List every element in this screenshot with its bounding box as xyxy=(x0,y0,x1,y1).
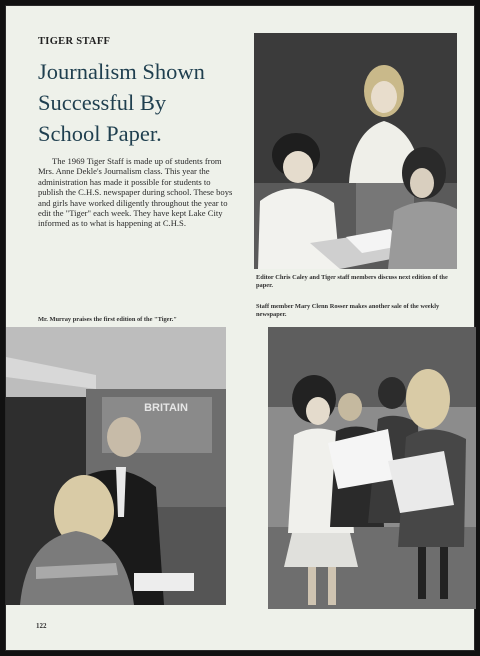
staff-discussion-photo xyxy=(254,33,457,269)
headline-line-2: Successful By xyxy=(38,90,167,115)
headline xyxy=(38,56,248,149)
newspaper-sale-photo xyxy=(268,327,476,609)
section-label: TIGER STAFF xyxy=(38,36,111,47)
newspaper-sale-caption: Staff member Mary Clenn Rosser makes another sale of the weekly newspaper. xyxy=(256,303,440,318)
article-body: The 1969 Tiger Staff is made up of students from Mrs. Anne Dekle's Journalism class. This year the administration has made it possible for students to publish the C.H.S. newspaper during school. These boys and girls have worked diligently throughout the year to edit the "Tiger" each week. They have kept Lake City informed as to what is happening at C.H.S. xyxy=(38,156,233,229)
yearbook-page xyxy=(5,5,475,651)
page-number: 122 xyxy=(36,622,47,630)
headline-line-1: Journalism Shown xyxy=(38,59,205,84)
praise-caption: Mr. Murray praises the first edition of the "Tiger." xyxy=(38,316,177,323)
headline-line-3: School Paper. xyxy=(38,121,162,146)
praise-photo xyxy=(6,327,226,605)
staff-discussion-caption: Editor Chris Caley and Tiger staff members discuss next edition of the paper. xyxy=(256,274,448,289)
exhibit-banner-text: BRITAIN xyxy=(144,402,188,414)
